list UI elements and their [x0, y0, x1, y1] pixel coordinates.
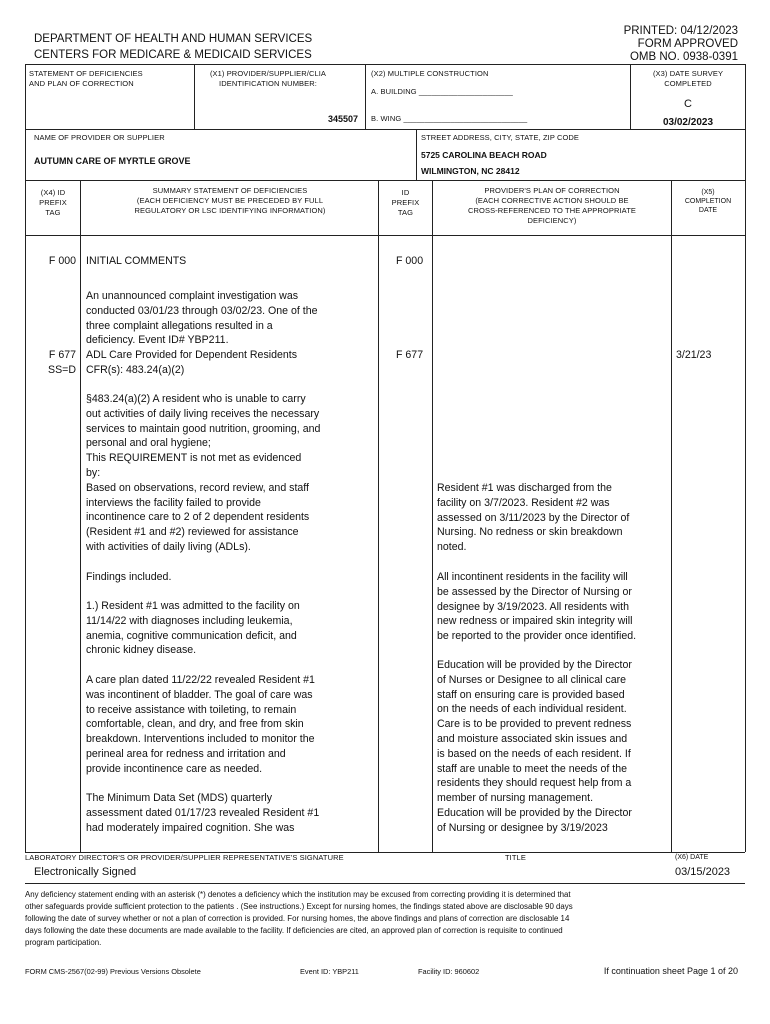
rule: [194, 64, 195, 129]
form-number: FORM CMS-2567(02-99) Previous Versions Obsolete: [25, 967, 201, 976]
page-indicator: If continuation sheet Page 1 of 20: [603, 966, 738, 976]
completion-date: 3/21/23: [676, 349, 712, 361]
plan-text-2: All incontinent residents in the facility will be assessed by the Director of Nursing or designee by 3/19/2023. All residents with new redness or impaired skin integrity will be reported to the provider once identified.: [437, 571, 637, 643]
resident1-text: 1.) Resident #1 was admitted to the facility on 11/14/22 with diagnoses including leukemia, anemia, cognitive communication deficit, and chronic kidney disease.: [86, 600, 300, 657]
rule: [630, 64, 631, 129]
summary-header: SUMMARY STATEMENT OF DEFICIENCIES (EACH DEFICIENCY MUST BE PRECEDED BY FULL REGULATORY OR LSC IDENTIFYING INFORMATION): [134, 186, 326, 215]
provider-number: 345507: [327, 114, 358, 124]
regulation-text: §483.24(a)(2) A resident who is unable to carry out activities of daily living receives the necessary services to maintain good nutrition, grooming, and personal and oral hygiene; This REQUIREMENT is not met as evidenced by: Based on observations, record review, and staff interviews the facility failed to provide incontinence care to 2 of 2 dependent residents (Resident #1 and #2) reviewed for assistance with activities of daily living (ADLs).: [86, 393, 321, 553]
signature-label: LABORATORY DIRECTOR'S OR PROVIDER/SUPPLIER REPRESENTATIVE'S SIGNATURE: [25, 853, 344, 862]
event-id: Event ID: YBP211: [300, 967, 359, 976]
rule: [416, 129, 417, 180]
agency-title: CENTERS FOR MEDICARE & MEDICAID SERVICES: [34, 49, 312, 61]
intro-text: An unannounced complaint investigation was conducted 03/01/23 through 03/02/23. One of the three complaint allegations resulted in a deficiency. Event ID# YBP211.: [86, 290, 318, 347]
initial-comments-title: INITIAL COMMENTS: [86, 255, 187, 267]
id-f000: F 000: [396, 255, 424, 267]
x5-header: (X5) COMPLETION DATE: [684, 189, 732, 214]
provider-name: AUTUMN CARE OF MYRTLE GROVE: [34, 156, 191, 166]
rule: [432, 180, 433, 852]
plan-text-3: Education will be provided by the Director of Nurses or Designee to all clinical care staff on ensuring care is provided based on the needs of each individual resident. Care is to be provided to prevent redness and moisture associated skin issues and is based on the needs of each resident. If staff are unable to meet the needs of the residents they should request help from a member of nursing management. Education will be provided by the Director of Nursing or designee by 3/19/2023: [437, 659, 632, 834]
plan-text-1: Resident #1 was discharged from the facility on 3/7/2023. Resident #2 was assessed on 3/11/2023 by the Director of Nursing. No redness or skin breakdown noted.: [437, 482, 630, 554]
signature-value: Electronically Signed: [34, 866, 137, 878]
survey-date: 03/02/2023: [662, 117, 714, 128]
wing-label: B. WING _____________________________: [371, 114, 528, 123]
signature-date: 03/15/2023: [675, 866, 731, 878]
rule: [25, 235, 745, 236]
f677-title: ADL Care Provided for Dependent Residents CFR(s): 483.24(a)(2): [86, 349, 298, 376]
rule: [745, 64, 746, 852]
findings-text: Findings included.: [86, 571, 172, 583]
facility-id: Facility ID: 960602: [418, 967, 480, 976]
printed-date: PRINTED: 04/12/2023: [623, 25, 738, 37]
mds-text: The Minimum Data Set (MDS) quarterly assessment dated 01/17/23 revealed Resident #1 had moderately impaired cognition. She was: [86, 792, 320, 834]
address-line2: WILMINGTON, NC 28412: [421, 166, 520, 176]
rule: [25, 64, 26, 852]
disclaimer: Any deficiency statement ending with an asterisk (*) denotes a deficiency which the institution may be excused from correcting providing it is determined that other safeguards provide sufficient protection to the patients . (See instructions.) Except for nursing homes, the findings stated above are disclosable 90 days following the date of survey whether or not a plan of correction is provided. For nursing homes, the above findings and plans of correction are disclosable 14 days following the date these documents are made available to the facility. If deficiencies are cited, an approved plan of correction is requisite to continued program participation.: [25, 890, 573, 947]
form-approved: FORM APPROVED: [637, 38, 738, 50]
statement-label: STATEMENT OF DEFICIENCIES AND PLAN OF CORRECTION: [29, 69, 143, 88]
plan-header: PROVIDER'S PLAN OF CORRECTION (EACH CORRECTIVE ACTION SHOULD BE CROSS-REFERENCED TO THE APPROPRIATE DEFICIENCY): [468, 186, 636, 225]
rule: [365, 64, 366, 129]
provider-name-label: NAME OF PROVIDER OR SUPPLIER: [34, 133, 165, 142]
tag-f677: F 677: [48, 349, 76, 361]
building-label: A. BUILDING ______________________: [371, 87, 513, 96]
careplan-text: A care plan dated 11/22/22 revealed Resident #1 was incontinent of bladder. The goal of care was to receive assistance with toileting, to remain comfortable, clean, and dry, and free from skin breakdown. Interventions included to monitor the perineal area for redness and irritation and provide incontinence care as needed.: [86, 674, 315, 775]
x6-date-label: (X6) DATE: [675, 854, 709, 861]
address-line1: 5725 CAROLINA BEACH ROAD: [421, 150, 547, 160]
rule: [80, 180, 81, 852]
x2-label: (X2) MULTIPLE CONSTRUCTION: [371, 69, 489, 78]
id-header: ID PREFIX TAG: [391, 188, 420, 217]
rule: [25, 180, 745, 181]
rule: [25, 64, 745, 65]
rule: [25, 129, 745, 130]
x3-label: (X3) DATE SURVEY COMPLETED: [652, 69, 724, 88]
rule: [25, 883, 745, 884]
department-title: DEPARTMENT OF HEALTH AND HUMAN SERVICES: [34, 33, 313, 45]
tag-f000: F 000: [48, 255, 76, 267]
omb-number: OMB NO. 0938-0391: [629, 51, 738, 63]
rule: [378, 180, 379, 852]
id-f677: F 677: [396, 349, 424, 361]
address-label: STREET ADDRESS, CITY, STATE, ZIP CODE: [421, 133, 580, 142]
survey-letter: C: [684, 98, 692, 110]
x4-header: (X4) ID PREFIX TAG: [39, 188, 67, 217]
severity-scope: SS=D: [48, 364, 76, 376]
title-label: TITLE: [505, 853, 526, 862]
x1-label: (X1) PROVIDER/SUPPLIER/CLIA IDENTIFICATION NUMBER:: [209, 69, 327, 88]
rule: [671, 180, 672, 852]
